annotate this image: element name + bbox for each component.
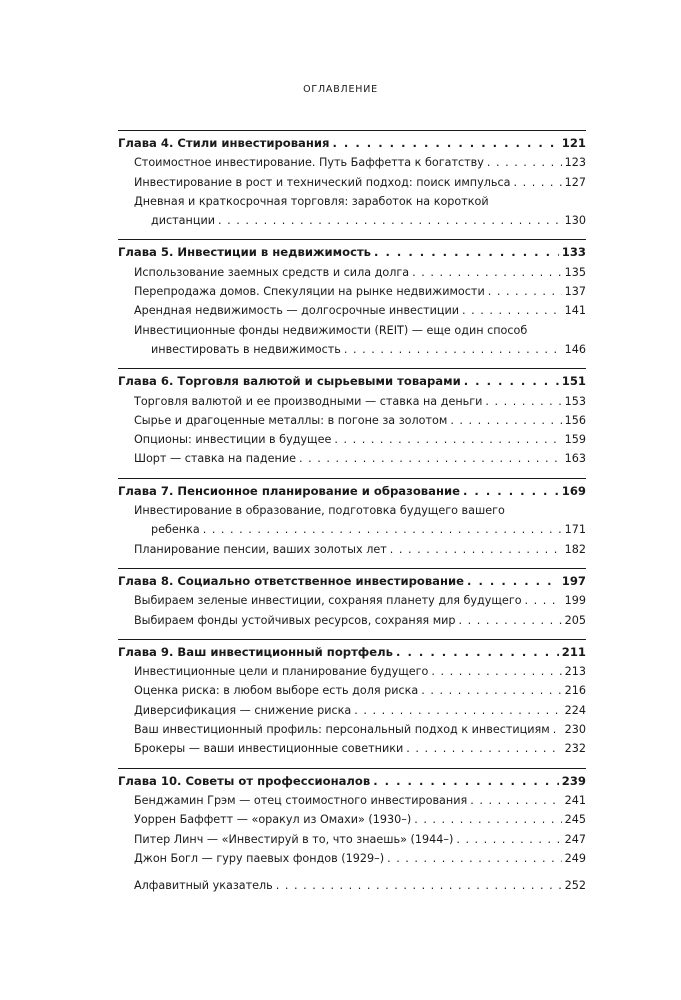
section-entry[interactable]	[118, 430, 586, 449]
section-title-line2: инвестировать в недвижимость	[151, 342, 341, 356]
dot-leader	[332, 134, 558, 153]
section-title: Стоимостное инвестирование. Путь Баффетта к богатству	[134, 156, 484, 170]
dot-leader	[470, 791, 561, 810]
section-title: Использование заемных средств и сила долга	[134, 265, 410, 279]
dot-leader	[373, 772, 559, 791]
page-number: 151	[561, 374, 586, 389]
page-number: 197	[561, 573, 586, 588]
page-number: 163	[564, 452, 586, 466]
page-header: ОГЛАВЛЕНИЕ	[303, 84, 378, 95]
section-entry[interactable]	[118, 540, 586, 559]
page-number: 216	[564, 684, 586, 698]
dot-leader	[463, 482, 559, 501]
page-number: 230	[564, 723, 586, 737]
section-title: Планирование пенсии, ваших золотых лет	[134, 542, 387, 556]
page-number: 241	[564, 793, 586, 807]
section-title: Диверсификация — снижение риска	[134, 703, 352, 717]
chapter-4	[118, 130, 586, 230]
dot-leader	[553, 720, 562, 739]
dot-leader	[456, 830, 561, 849]
section-title-line1: Дневная и краткосрочная торговля: заработок на короткой	[134, 194, 489, 208]
chapter-title: Глава 4. Стили инвестирования	[118, 136, 330, 150]
page-number: 146	[564, 342, 586, 356]
page-number: 127	[564, 175, 586, 189]
chapter-6	[118, 368, 586, 468]
chapter-title: Глава 8. Социально ответственное инвестирование	[118, 573, 465, 588]
section-entry[interactable]	[118, 301, 586, 320]
dot-leader	[334, 430, 561, 449]
page-number: 213	[564, 665, 586, 679]
section-title: Опционы: инвестиции в будущее	[134, 433, 332, 447]
chapter-9	[118, 639, 586, 759]
section-title: Инвестиционные цели и планирование будущего	[134, 665, 429, 679]
section-entry[interactable]	[118, 681, 586, 700]
chapter-5	[118, 239, 586, 359]
dot-leader	[450, 411, 561, 430]
dot-leader	[412, 263, 562, 282]
chapter-title: Глава 7. Пенсионное планирование и образование	[118, 483, 460, 498]
page-number: 137	[564, 285, 586, 299]
page-number: 123	[564, 156, 586, 170]
section-entry[interactable]	[118, 263, 586, 282]
chapter-title: Глава 6. Торговля валютой и сырьевыми товарами	[118, 374, 461, 389]
page-number: 239	[561, 773, 586, 788]
page-number: 224	[564, 703, 586, 717]
section-entry-multiline[interactable]	[118, 321, 586, 360]
section-title: Питер Линч — «Инвестируй в то, что знаешь» (1944–)	[134, 832, 454, 846]
page-number: 247	[564, 832, 586, 846]
chapter-title: Глава 9. Ваш инвестиционный портфель	[118, 644, 393, 659]
section-entry[interactable]	[118, 701, 586, 720]
section-entry[interactable]	[118, 720, 586, 739]
chapter-9-entry[interactable]	[118, 643, 586, 662]
section-title: Шорт — ставка на падение	[134, 452, 296, 466]
dot-leader	[387, 849, 562, 868]
page-number: 121	[561, 136, 586, 150]
index-section	[118, 876, 586, 895]
chapter-title: Глава 5. Инвестиции в недвижимость	[118, 245, 372, 260]
section-entry[interactable]	[118, 411, 586, 430]
page-number: 199	[564, 594, 586, 608]
section-title: Выбираем зеленые инвестиции, сохраняя планету для будущего	[134, 594, 522, 608]
section-title: Уоррен Баффетт — «оракул из Омахи» (1930–)	[134, 813, 412, 827]
section-entry[interactable]	[118, 392, 586, 411]
section-entry[interactable]	[118, 810, 586, 829]
dot-leader	[462, 301, 562, 320]
dot-leader	[299, 449, 562, 468]
section-title-line1: Инвестирование в образование, подготовка будущего вашего	[134, 504, 505, 518]
page-number: 245	[564, 813, 586, 827]
chapter-4-entry[interactable]	[118, 134, 586, 153]
dot-leader	[396, 643, 559, 662]
dot-leader	[431, 662, 561, 681]
page-number: 156	[564, 413, 586, 427]
section-entry[interactable]	[118, 739, 586, 758]
dot-leader	[390, 540, 562, 559]
dot-leader	[406, 739, 561, 758]
section-entry[interactable]	[118, 611, 586, 630]
chapter-7-entry[interactable]	[118, 482, 586, 501]
section-entry-multiline[interactable]	[118, 192, 586, 231]
dot-leader	[203, 520, 562, 539]
section-title: Ваш инвестиционный профиль: персональный подход к инвестициям	[134, 723, 550, 737]
page-number: 171	[564, 523, 586, 537]
page-number: 133	[561, 245, 586, 260]
section-title: Бенджамин Грэм — отец стоимостного инвестирования	[134, 793, 468, 807]
section-title: Перепродажа домов. Спекуляции на рынке недвижимости	[134, 285, 485, 299]
section-entry[interactable]	[118, 282, 586, 301]
page-number: 159	[564, 433, 586, 447]
dot-leader	[421, 681, 561, 700]
chapter-8	[118, 568, 586, 630]
chapter-7	[118, 478, 586, 559]
dot-leader	[276, 876, 562, 895]
section-title-line2: ребенка	[151, 523, 200, 537]
section-entry[interactable]	[118, 662, 586, 681]
section-title: Сырье и драгоценные металлы: в погоне за золотом	[134, 413, 448, 427]
index-title: Алфавитный указатель	[134, 879, 273, 893]
chapter-10	[118, 768, 586, 868]
page-number: 249	[564, 851, 586, 865]
dot-leader	[414, 810, 561, 829]
section-entry[interactable]	[118, 153, 586, 172]
dot-leader	[459, 611, 562, 630]
chapter-6-entry[interactable]	[118, 372, 586, 391]
section-entry-multiline[interactable]	[118, 501, 586, 540]
section-title-line2: дистанции	[151, 214, 216, 228]
dot-leader	[344, 340, 562, 359]
dot-leader	[513, 173, 561, 192]
dot-leader	[354, 701, 561, 720]
section-entry[interactable]	[118, 849, 586, 868]
page-number: 135	[564, 265, 586, 279]
dot-leader	[525, 591, 562, 610]
dot-leader	[218, 211, 562, 230]
chapter-title: Глава 10. Советы от профессионалов	[118, 773, 371, 788]
chapter-8-entry[interactable]	[118, 572, 586, 591]
page-number: 252	[564, 879, 586, 893]
section-title: Брокеры — ваши инвестиционные советники	[134, 742, 404, 756]
dot-leader	[485, 392, 561, 411]
chapter-5-entry[interactable]	[118, 243, 586, 262]
dot-leader	[467, 572, 559, 591]
chapter-10-entry[interactable]	[118, 772, 586, 791]
section-title: Инвестирование в рост и технический подход: поиск импульса	[134, 175, 511, 189]
section-entry[interactable]	[118, 591, 586, 610]
dot-leader	[374, 243, 559, 262]
section-entry[interactable]	[118, 791, 586, 810]
section-entry[interactable]	[118, 173, 586, 192]
page-number: 141	[564, 304, 586, 318]
section-title: Арендная недвижимость — долгосрочные инвестиции	[134, 304, 460, 318]
page-number: 169	[561, 483, 586, 498]
section-entry[interactable]	[118, 830, 586, 849]
section-title-line1: Инвестиционные фонды недвижимости (REIT) — еще один способ	[134, 323, 528, 337]
page-number: 205	[564, 613, 586, 627]
section-title: Выбираем фонды устойчивых ресурсов, сохраняя мир	[134, 613, 456, 627]
table-of-contents	[118, 130, 586, 895]
page-number: 182	[564, 542, 586, 556]
section-entry[interactable]	[118, 449, 586, 468]
dot-leader	[488, 282, 562, 301]
page-number: 153	[564, 394, 586, 408]
page-number: 130	[564, 214, 586, 228]
section-title: Оценка риска: в любом выборе есть доля риска	[134, 684, 419, 698]
dot-leader	[464, 372, 559, 391]
page-number: 232	[564, 742, 586, 756]
section-title: Торговля валютой и ее производными — ставка на деньги	[134, 394, 483, 408]
index-entry[interactable]	[118, 876, 586, 895]
section-title: Джон Богл — гуру паевых фондов (1929–)	[134, 851, 385, 865]
dot-leader	[487, 153, 562, 172]
page-number: 211	[561, 644, 586, 659]
